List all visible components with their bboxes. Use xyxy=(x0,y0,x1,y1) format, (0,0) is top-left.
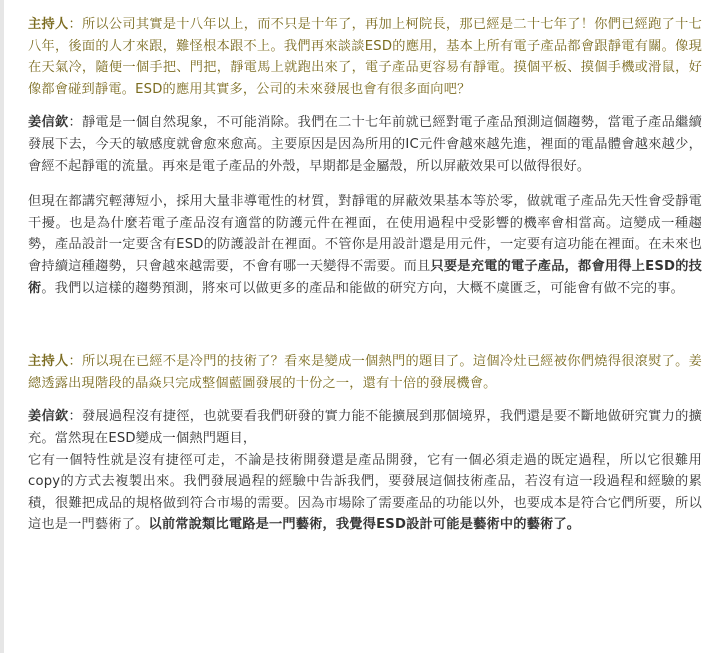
host-paragraph-2 xyxy=(28,351,702,394)
interview-content xyxy=(28,14,702,536)
paragraph-text-cont: 它有一個特性就是沒有捷徑可走，不論是技術開發還是產品開發，它有一個必須走過的既定過程，所以它很難用copy的方式去複製出來。我們發展過程的經驗中告訴我們，要發展這個技術產品，若沒有這一段過程和經驗的累積，很難把成品的規格做到符合市場的需要。因為市場除了需要產品的功能以外，也要成本是符合它們所要，所以這也是一門藝術了。 xyxy=(28,452,702,533)
guest-paragraph-1 xyxy=(28,112,702,177)
speaker-colon: ： xyxy=(68,115,82,131)
host-paragraph-1 xyxy=(28,14,702,100)
emphasis-text: 只要是充電的電子產品，都會用得上ESD的技術 xyxy=(28,258,702,296)
paragraph-text: 所以公司其實是十八年以上，而不只是十年了，再加上柯院長，那已經是二十七年了！你們已經跑了十七八年，後面的人才來跟，難怪根本跟不上。我們再來談談ESD的應用，基本上所有電子產品都會跟靜電有關。像現在天氣冷，隨便一個手把、門把，靜電馬上就跑出來了，電子產品更容易有靜電。摸個平板、摸個手機或滑鼠，好像都會碰到靜電。ESD的應用其實多，公司的未來發展也會有很多面向吧？ xyxy=(28,17,702,97)
left-border xyxy=(0,0,4,653)
speaker-label-host: 主持人 xyxy=(28,17,69,32)
speaker-label-guest: 姜信欽 xyxy=(28,115,69,131)
paragraph-text: 發展過程沒有捷徑，也就要看我們研發的實力能不能擴展到那個境界，我們還是要不斷地做研究實力的擴充。當然現在ESD變成一個熱門題目， xyxy=(28,409,702,446)
speaker-colon: ： xyxy=(68,17,82,32)
paragraph-text-end: 。我們以這樣的趨勢預測，將來可以做更多的產品和能做的研究方向，大概不虞匱乏，可能會有做不完的事。 xyxy=(41,280,684,296)
guest-paragraph-2 xyxy=(28,191,702,299)
paragraph-text: 但現在都講究輕薄短小，採用大量非導電性的材質，對靜電的屏蔽效果基本等於零，做就電子產品先天性會受靜電干擾。也是為什麼若電子產品沒有適當的防護元件在裡面，在使用過程中受影響的機率會相當高。這變成一種趨勢，產品設計一定要含有ESD的防護設計在裡面。不管你是用設計還是用元件，一定要有這功能在裡面。在未來也會持續這種趨勢，只會越來越需要，不會有哪一天變得不需要。而且 xyxy=(28,194,702,274)
paragraph-text: 所以現在已經不是冷門的技術了？看來是變成一個熱門的題目了。這個冷灶已經被你們燒得很滾熨了。姜總透露出現階段的晶焱只完成整個藍圖發展的十份之一，還有十倍的發展機會。 xyxy=(28,354,702,391)
speaker-colon: ： xyxy=(68,354,82,370)
emphasis-text: 以前常說類比電路是一門藝術，我覺得ESD設計可能是藝術中的藝術了。 xyxy=(148,517,581,533)
speaker-label-host: 主持人 xyxy=(28,354,69,370)
speaker-label-guest: 姜信欽 xyxy=(28,409,69,425)
guest-paragraph-3 xyxy=(28,406,702,536)
speaker-colon: ： xyxy=(68,409,82,425)
paragraph-text: 靜電是一個自然現象，不可能消除。我們在二十七年前就已經對電子產品預測這個趨勢，當電子產品繼續發展下去，今天的敏感度就會愈來愈高。主要原因是因為所用的IC元件會越來越先進，裡面的電晶體會越來越少，會經不起靜電的流量。再來是電子產品的外殼，早期都是金屬殼，所以屏蔽效果可以做得很好。 xyxy=(28,115,702,174)
